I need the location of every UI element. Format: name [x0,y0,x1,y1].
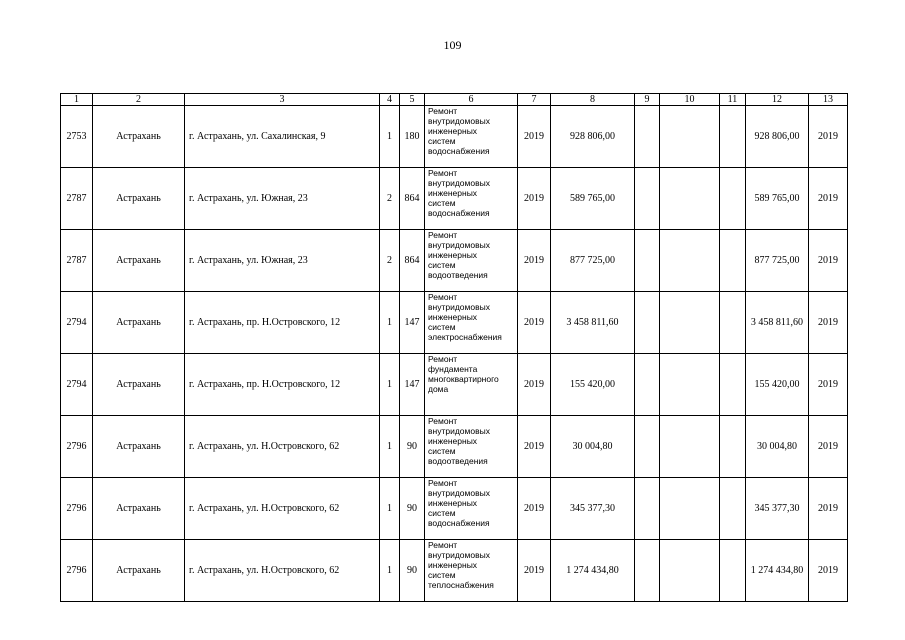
address-cell: г. Астрахань, ул. Н.Островского, 62 [185,478,380,540]
work-type-line: Ремонт [428,416,458,426]
total-cost-cell: 155 420,00 [746,354,809,416]
year-cell: 2019 [518,478,551,540]
work-type-cell [425,416,518,478]
work-type-line: фундамента [428,364,478,374]
municipality-cell: Астрахань [93,292,185,354]
municipality-cell: Астрахань [93,416,185,478]
repair-program-table [60,93,848,602]
year-cell: 2019 [518,106,551,168]
col11-cell [720,354,746,416]
work-type-cell [425,478,518,540]
address-cell: г. Астрахань, ул. Южная, 23 [185,230,380,292]
table-row [61,354,848,416]
table-row [61,230,848,292]
end-year-cell: 2019 [809,416,848,478]
municipality-cell: Астрахань [93,168,185,230]
column-number-1: 1 [61,94,93,106]
municipality-cell: Астрахань [93,230,185,292]
table-row [61,478,848,540]
col5-cell: 90 [400,478,425,540]
table-row [61,168,848,230]
end-year-cell: 2019 [809,106,848,168]
work-type-line: систем [428,508,456,518]
work-type-line: систем [428,260,456,270]
col11-cell [720,230,746,292]
column-number-6: 6 [425,94,518,106]
col10-cell [660,416,720,478]
house-id-cell: 2796 [61,540,93,602]
col11-cell [720,540,746,602]
cost-cell: 928 806,00 [551,106,635,168]
work-type-line: инженерных [428,312,478,322]
col9-cell [635,416,660,478]
house-id-cell: 2753 [61,106,93,168]
total-cost-cell: 345 377,30 [746,478,809,540]
work-type-line: Ремонт [428,478,458,488]
table-header-row [61,94,848,106]
col4-cell: 1 [380,354,400,416]
work-type-line: внутридомовых [428,488,490,498]
column-number-3: 3 [185,94,380,106]
col11-cell [720,106,746,168]
total-cost-cell: 30 004,80 [746,416,809,478]
work-type-line: внутридомовых [428,116,490,126]
col10-cell [660,292,720,354]
work-type-line: многоквартирного [428,374,499,384]
work-type-line: дома [428,384,449,394]
work-type-line: Ремонт [428,354,458,364]
work-type-line: внутридомовых [428,426,490,436]
column-number-9: 9 [635,94,660,106]
col5-cell: 864 [400,168,425,230]
work-type-line: систем [428,446,456,456]
col4-cell: 2 [380,230,400,292]
work-type-line: инженерных [428,436,478,446]
column-number-5: 5 [400,94,425,106]
year-cell: 2019 [518,168,551,230]
col11-cell [720,416,746,478]
col9-cell [635,292,660,354]
cost-cell: 345 377,30 [551,478,635,540]
address-cell: г. Астрахань, ул. Южная, 23 [185,168,380,230]
col11-cell [720,292,746,354]
address-cell: г. Астрахань, пр. Н.Островского, 12 [185,292,380,354]
work-type-line: Ремонт [428,106,458,116]
municipality-cell: Астрахань [93,540,185,602]
work-type-line: внутридомовых [428,550,490,560]
house-id-cell: 2796 [61,478,93,540]
address-cell: г. Астрахань, пр. Н.Островского, 12 [185,354,380,416]
col9-cell [635,106,660,168]
col4-cell: 1 [380,416,400,478]
end-year-cell: 2019 [809,292,848,354]
column-number-7: 7 [518,94,551,106]
municipality-cell: Астрахань [93,354,185,416]
total-cost-cell: 877 725,00 [746,230,809,292]
cost-cell: 877 725,00 [551,230,635,292]
col5-cell: 147 [400,354,425,416]
work-type-line: внутридомовых [428,178,490,188]
work-type-cell [425,230,518,292]
house-id-cell: 2787 [61,168,93,230]
end-year-cell: 2019 [809,168,848,230]
work-type-line: водоснабжения [428,518,490,528]
work-type-line: водоотведения [428,270,488,280]
work-type-line: водоснабжения [428,146,490,156]
year-cell: 2019 [518,354,551,416]
address-cell: г. Астрахань, ул. Н.Островского, 62 [185,416,380,478]
work-type-cell [425,540,518,602]
col4-cell: 2 [380,168,400,230]
work-type-line: теплоснабжения [428,580,494,590]
house-id-cell: 2794 [61,354,93,416]
municipality-cell: Астрахань [93,106,185,168]
work-type-cell [425,292,518,354]
column-number-2: 2 [93,94,185,106]
col5-cell: 864 [400,230,425,292]
col10-cell [660,230,720,292]
col9-cell [635,478,660,540]
work-type-line: внутридомовых [428,240,490,250]
work-type-line: внутридомовых [428,302,490,312]
col9-cell [635,230,660,292]
total-cost-cell: 589 765,00 [746,168,809,230]
end-year-cell: 2019 [809,230,848,292]
work-type-cell [425,354,518,416]
column-number-4: 4 [380,94,400,106]
col10-cell [660,168,720,230]
municipality-cell: Астрахань [93,478,185,540]
col10-cell [660,540,720,602]
work-type-line: систем [428,570,456,580]
total-cost-cell: 928 806,00 [746,106,809,168]
col11-cell [720,168,746,230]
col10-cell [660,106,720,168]
house-id-cell: 2796 [61,416,93,478]
cost-cell: 1 274 434,80 [551,540,635,602]
work-type-line: Ремонт [428,168,458,178]
house-id-cell: 2787 [61,230,93,292]
table-row [61,292,848,354]
end-year-cell: 2019 [809,354,848,416]
cost-cell: 155 420,00 [551,354,635,416]
work-type-line: систем [428,198,456,208]
address-cell: г. Астрахань, ул. Н.Островского, 62 [185,540,380,602]
column-number-10: 10 [660,94,720,106]
work-type-line: инженерных [428,188,478,198]
end-year-cell: 2019 [809,478,848,540]
work-type-line: Ремонт [428,540,458,550]
house-id-cell: 2794 [61,292,93,354]
table-row [61,416,848,478]
work-type-line: водоснабжения [428,208,490,218]
work-type-line: электроснабжения [428,332,502,342]
col10-cell [660,478,720,540]
work-type-line: систем [428,136,456,146]
total-cost-cell: 3 458 811,60 [746,292,809,354]
year-cell: 2019 [518,540,551,602]
cost-cell: 30 004,80 [551,416,635,478]
work-type-line: Ремонт [428,230,458,240]
work-type-line: водоотведения [428,456,488,466]
col4-cell: 1 [380,106,400,168]
col4-cell: 1 [380,478,400,540]
address-cell: г. Астрахань, ул. Сахалинская, 9 [185,106,380,168]
col9-cell [635,168,660,230]
end-year-cell: 2019 [809,540,848,602]
page-number: 109 [443,38,462,52]
column-number-11: 11 [720,94,746,106]
year-cell: 2019 [518,416,551,478]
work-type-line: Ремонт [428,292,458,302]
year-cell: 2019 [518,230,551,292]
cost-cell: 589 765,00 [551,168,635,230]
work-type-line: инженерных [428,498,478,508]
col9-cell [635,354,660,416]
total-cost-cell: 1 274 434,80 [746,540,809,602]
table-row [61,106,848,168]
col5-cell: 147 [400,292,425,354]
column-number-13: 13 [809,94,848,106]
col11-cell [720,478,746,540]
work-type-cell [425,106,518,168]
col4-cell: 1 [380,292,400,354]
col4-cell: 1 [380,540,400,602]
work-type-line: инженерных [428,560,478,570]
col5-cell: 180 [400,106,425,168]
work-type-cell [425,168,518,230]
col5-cell: 90 [400,416,425,478]
col5-cell: 90 [400,540,425,602]
year-cell: 2019 [518,292,551,354]
work-type-line: инженерных [428,126,478,136]
cost-cell: 3 458 811,60 [551,292,635,354]
table-row [61,540,848,602]
column-number-12: 12 [746,94,809,106]
col9-cell [635,540,660,602]
work-type-line: систем [428,322,456,332]
column-number-8: 8 [551,94,635,106]
work-type-line: инженерных [428,250,478,260]
col10-cell [660,354,720,416]
